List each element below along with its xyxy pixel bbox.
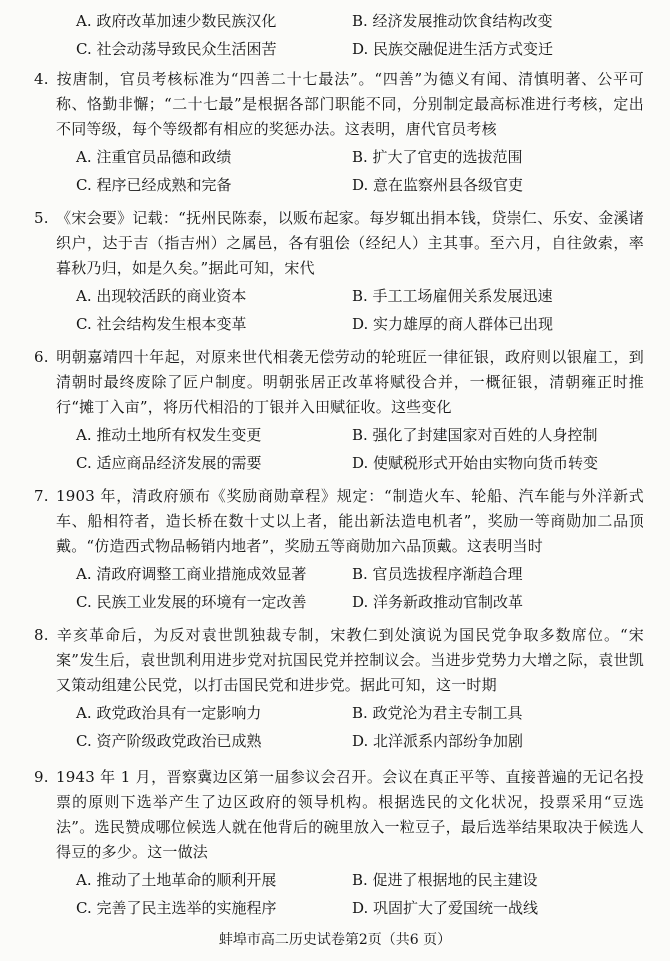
- question-stem: [0, 206, 670, 281]
- question-text: 《宋会要》记载：“抚州民陈泰，以贩布起家。每岁辄出捐本钱，贷崇仁、乐安、金溪诸织户，达于吉（指吉州）之属邑，各有驵侩（经纪人）主其事。至六月，自往敛索，率暮秋乃归，如是久矣。”据此可知，宋代: [56, 209, 644, 277]
- options-row-ab: [0, 10, 670, 38]
- option-a[interactable]: A. 清政府调整工商业措施成效显著: [76, 565, 307, 583]
- question-number: 8.: [34, 626, 49, 644]
- option-c[interactable]: C. 资产阶级政党政治已成熟: [76, 732, 262, 750]
- option-a[interactable]: A. 推动土地所有权发生变更: [76, 426, 262, 444]
- option-d[interactable]: D. 巩固扩大了爱国统一战线: [352, 899, 539, 917]
- option-d[interactable]: D. 民族交融促进生活方式变迁: [352, 40, 554, 58]
- question-8: [0, 623, 670, 758]
- question-number: 4.: [34, 70, 49, 88]
- options-row-cd: [0, 38, 670, 66]
- question-number: 5.: [34, 209, 49, 227]
- option-b[interactable]: B. 经济发展推动饮食结构改变: [352, 12, 553, 30]
- question-text: 1943 年 1 月，晋察冀边区第一届参议会召开。会议在真正平等、直接普遍的无记名投票的原则下选举产生了边区政府的领导机构。根据选民的文化状况，投票采用“豆选法”。选民赞成哪位候选人就在他背后的碗里放入一粒豆子，最后选举结果取决于候选人得豆的多少。这一做法: [56, 768, 644, 861]
- options-row-cd: [0, 897, 670, 925]
- question-stem: [0, 484, 670, 559]
- option-c[interactable]: C. 民族工业发展的环境有一定改善: [76, 593, 307, 611]
- option-b[interactable]: B. 手工工场雇佣关系发展迅速: [352, 287, 553, 305]
- option-d[interactable]: D. 洋务新政推动官制改革: [352, 593, 524, 611]
- option-d[interactable]: D. 实力雄厚的商人群体已出现: [352, 315, 554, 333]
- question-text: 明朝嘉靖四十年起，对原来世代相袭无偿劳动的轮班匠一律征银，政府则以银雇工，到清朝时最终废除了匠户制度。明朝张居正改革将赋役合并，一概征银，清朝雍正时推行“摊丁入亩”，将历代相沿的丁银并入田赋征收。这些变化: [56, 348, 644, 416]
- question-4: [0, 67, 670, 202]
- option-b[interactable]: B. 政党沦为君主专制工具: [352, 704, 523, 722]
- options-row-ab: [0, 146, 670, 174]
- question-stem: [0, 345, 670, 420]
- options-row-ab: [0, 702, 670, 730]
- question-6: [0, 345, 670, 480]
- option-b[interactable]: B. 强化了封建国家对百姓的人身控制: [352, 426, 598, 444]
- question-stem: [0, 67, 670, 142]
- question-3-options: [0, 10, 670, 66]
- option-d[interactable]: D. 北洋派系内部纷争加剧: [352, 732, 524, 750]
- page-footer: 蚌埠市高二历史试卷第2页（共6 页）: [218, 932, 452, 948]
- question-number: 9.: [34, 768, 49, 786]
- options-row-cd: [0, 591, 670, 619]
- options-row-cd: [0, 313, 670, 341]
- question-7: [0, 484, 670, 619]
- option-b[interactable]: B. 促进了根据地的民主建设: [352, 871, 538, 889]
- option-a[interactable]: A. 政府改革加速少数民族汉化: [76, 12, 277, 30]
- option-c[interactable]: C. 社会结构发生根本变革: [76, 315, 247, 333]
- options-row-cd: [0, 730, 670, 758]
- option-c[interactable]: C. 程序已经成熟和完备: [76, 176, 232, 194]
- options-row-ab: [0, 869, 670, 897]
- question-text: 按唐制，官员考核标准为“四善二十七最法”。“四善”为德义有闻、清慎明著、公平可称、恪勤非懈；“二十七最”是根据各部门职能不同，分别制定最高标准进行考核，定出不同等级，每个等级都有相应的奖惩办法。这表明，唐代官员考核: [56, 70, 644, 138]
- option-c[interactable]: C. 适应商品经济发展的需要: [76, 454, 262, 472]
- option-a[interactable]: A. 出现较活跃的商业资本: [76, 287, 247, 305]
- option-c[interactable]: C. 完善了民主选举的实施程序: [76, 899, 277, 917]
- question-9: [0, 765, 670, 925]
- option-b[interactable]: B. 扩大了官吏的选拔范围: [352, 148, 523, 166]
- options-row-ab: [0, 285, 670, 313]
- option-a[interactable]: A. 注重官员品德和政绩: [76, 148, 232, 166]
- question-stem: [0, 765, 670, 865]
- options-row-cd: [0, 174, 670, 202]
- option-a[interactable]: A. 政党政治具有一定影响力: [76, 704, 262, 722]
- question-text: 1903 年，清政府颁布《奖励商勋章程》规定：“制造火车、轮船、汽车能与外洋新式车、船相符者，造长桥在数十丈以上者，能出新法造电机者”，奖励一等商勋加二品顶戴。“仿造西式物品畅销内地者”，奖励五等商勋加六品顶戴。这表明当时: [56, 487, 644, 555]
- options-row-ab: [0, 424, 670, 452]
- option-a[interactable]: A. 推动了土地革命的顺利开展: [76, 871, 277, 889]
- question-stem: [0, 623, 670, 698]
- option-b[interactable]: B. 官员选拔程序渐趋合理: [352, 565, 523, 583]
- question-text: 辛亥革命后，为反对袁世凯独裁专制，宋教仁到处演说为国民党争取多数席位。“宋案”发生后，袁世凯利用进步党对抗国民党并控制议会。当进步党势力大增之际，袁世凯又策动组建公民党，以打击国民党和进步党。据此可知，这一时期: [56, 626, 644, 694]
- option-d[interactable]: D. 意在监察州县各级官吏: [352, 176, 524, 194]
- option-c[interactable]: C. 社会动荡导致民众生活困苦: [76, 40, 277, 58]
- question-number: 7.: [34, 487, 49, 505]
- question-number: 6.: [34, 348, 49, 366]
- options-row-ab: [0, 563, 670, 591]
- option-d[interactable]: D. 使赋税形式开始由实物向货币转变: [352, 454, 599, 472]
- question-5: [0, 206, 670, 341]
- options-row-cd: [0, 452, 670, 480]
